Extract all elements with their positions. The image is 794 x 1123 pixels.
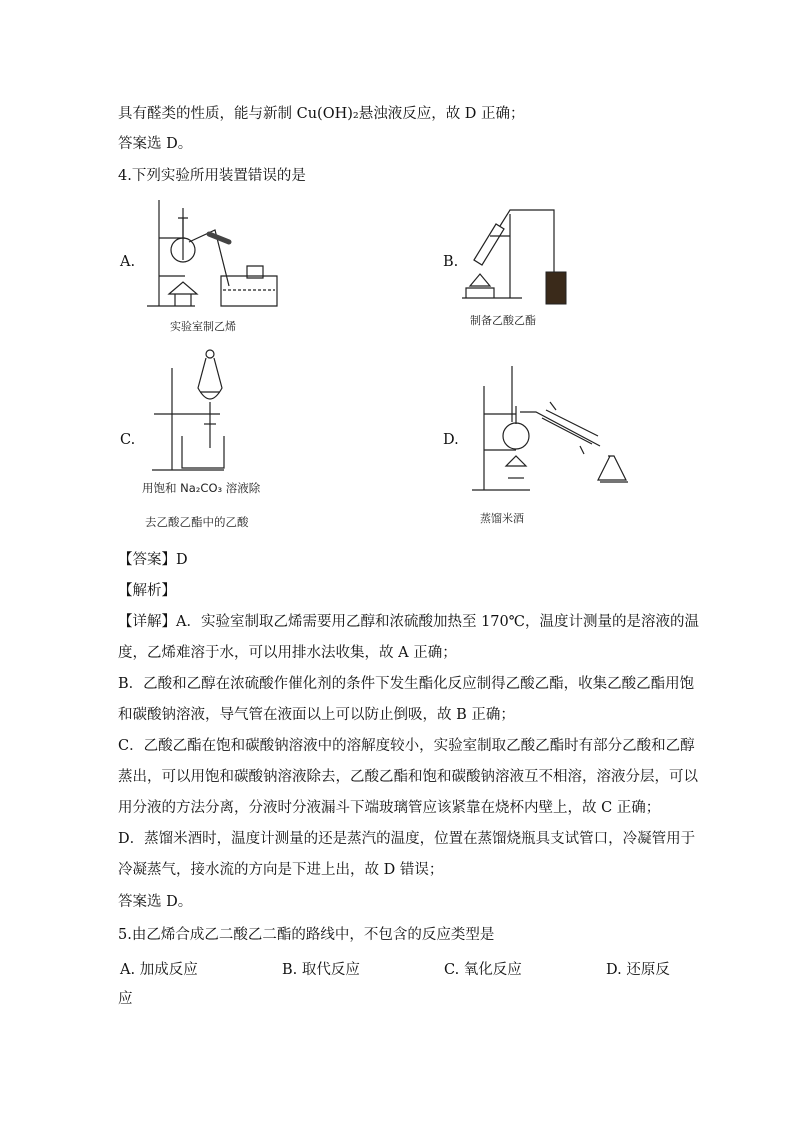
explanation-line-8: D．蒸馏米酒时，温度计测量的还是蒸汽的温度，位置在蒸馏烧瓶具支试管口，冷凝管用于	[118, 831, 696, 847]
figure-d-caption: 蒸馏米酒	[480, 512, 524, 525]
top-text-line-1: 具有醛类的性质，能与新制 Cu(OH)₂悬浊液反应，故 D 正确；	[118, 106, 525, 122]
question-4-stem: 4.下列实验所用装置错误的是	[118, 168, 306, 184]
explanation-line-4: 和碳酸钠溶液，导气管在液面以上可以防止倒吸，故 B 正确；	[118, 707, 515, 723]
option-b: B. 取代反应	[282, 962, 360, 978]
figure-b-caption: 制备乙酸乙酯	[470, 314, 536, 327]
option-c: C. 氧化反应	[444, 962, 522, 978]
option-d-overflow: 应	[118, 991, 133, 1007]
explanation-line-9: 冷凝蒸气，接水流的方向是下进上出，故 D 错误；	[118, 862, 444, 878]
explanation-line-3: B．乙酸和乙醇在浓硫酸作催化剂的条件下发生酯化反应制得乙酸乙酯，收集乙酸乙酯用饱	[118, 676, 695, 692]
figure-c-caption-line-1: 用饱和 Na₂CO₃ 溶液除	[142, 481, 261, 495]
analysis-label: 【解析】	[118, 583, 176, 599]
conclusion-line: 答案选 D。	[118, 894, 193, 910]
figure-a-label: A.	[120, 254, 136, 270]
answer-label: 【答案】D	[118, 552, 188, 568]
figure-c-separatory-funnel	[150, 348, 245, 476]
top-answer-line: 答案选 D。	[118, 136, 193, 152]
figure-b-ester-apparatus	[462, 206, 572, 308]
figure-a-ethylene-apparatus	[145, 198, 280, 318]
explanation-line-7: 用分液的方法分离，分液时分液漏斗下端玻璃管应该紧靠在烧杯内壁上，故 C 正确；	[118, 800, 661, 816]
figure-c-label: C.	[120, 432, 136, 448]
explanation-line-6: 蒸出，可以用饱和碳酸钠溶液除去，乙酸乙酯和饱和碳酸钠溶液互不相溶，溶液分层，可以	[118, 769, 698, 785]
question-5-stem: 5.由乙烯合成乙二酸乙二酯的路线中，不包含的反应类型是	[118, 927, 495, 943]
figure-d-distillation-apparatus	[470, 362, 645, 494]
option-d: D. 还原反	[606, 962, 670, 978]
explanation-line-5: C．乙酸乙酯在饱和碳酸钠溶液中的溶解度较小，实验室制取乙酸乙酯时有部分乙酸和乙醇	[118, 738, 695, 754]
figure-d-label: D.	[443, 432, 459, 448]
figure-b-label: B.	[443, 254, 459, 270]
explanation-line-1: 【详解】A．实验室制取乙烯需要用乙醇和浓硫酸加热至 170℃，温度计测量的是溶液的温	[118, 614, 699, 630]
explanation-line-2: 度，乙烯难溶于水，可以用排水法收集，故 A 正确；	[118, 645, 457, 661]
option-a: A. 加成反应	[120, 962, 198, 978]
figure-a-caption: 实验室制乙烯	[170, 320, 236, 333]
figure-c-caption-line-2: 去乙酸乙酯中的乙酸	[145, 515, 249, 529]
